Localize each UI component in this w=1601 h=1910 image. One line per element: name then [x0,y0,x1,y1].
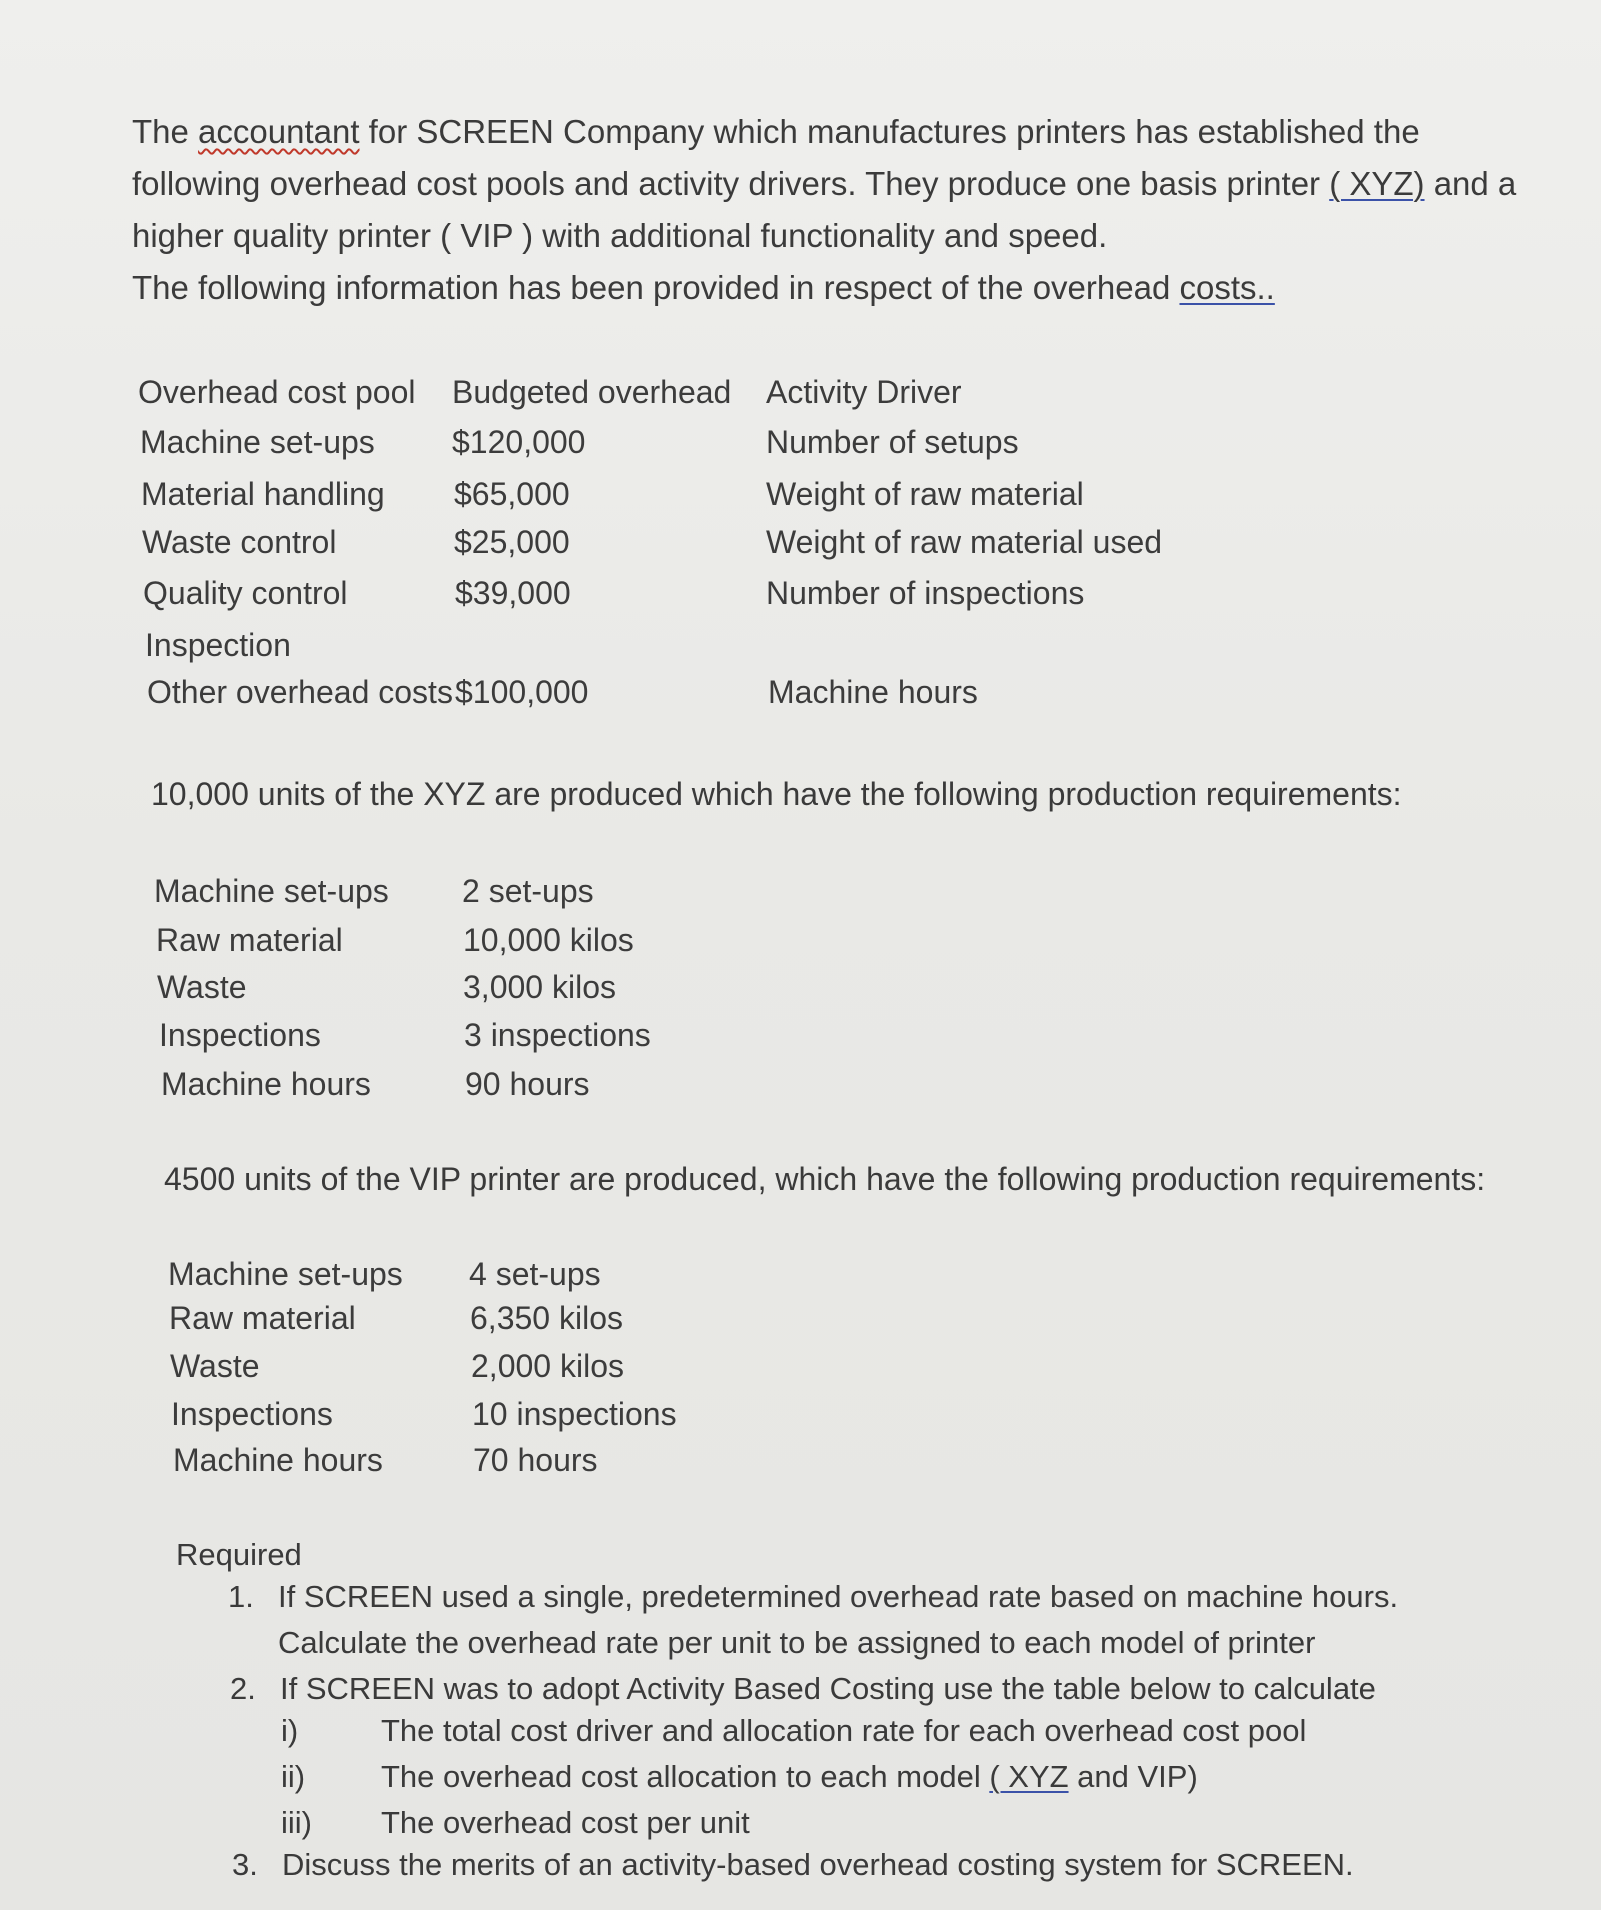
required-title: Required [176,1537,302,1572]
intro-paragraph [132,106,1532,314]
document-page: The accountant for SCREEN Company which manufactures printers has established the following overhead cost pools and activity drivers. They produce one basis printer ( XYZ) and a higher quality printer ( VIP ) with additional functionality and speed. The following information has been provided in respect of the overhead costs.. Overhead cost pool Budgeted overhead Activity Driver Machine set-ups $120,000 Number of setups Material handling $65,000 Weight of raw material Waste control $25,000 Weight of raw material used Quality control $39,000 Number of inspections Inspection Other overhead costs $100,000 Machine hours 10,000 units of the XYZ are produced which have the following production requirements: Machine set-ups 2 set-ups Raw material 10,000 kilos Waste 3,000 kilos Inspections 3 inspections Machine hours 90 hours 4500 units of the VIP printer are produced, which have the following production requirements: Machine set-ups 4 set-ups Raw material 6,350 kilos Waste 2,000 kilos Inspections 10 inspections Machine hours 70 hours Required 1. If SCREEN used a single, predetermined overhead rate based on machine hours. Calculate the overhead rate per unit to be assigned to each model of printer 2. If SCREEN was to adopt Activity Based Costing use the table below to calculate i) The total cost driver and allocation rate for each overhead cost pool ii) The overhead cost allocation to each model ( XYZ and VIP) iii) The overhead cost per unit 3. Discuss the merits of an activity-based overhead costing system for SCREEN. [0,0,1601,1910]
costs-link: costs.. [1179,269,1275,306]
header-budget: Budgeted overhead [452,374,732,410]
required-section: Required 1. If SCREEN used a single, predetermined overhead rate based on machine hours. Calculate the overhead rate per unit to be assigned to each model of printer 2. If SCREEN was to adopt Activity Based Costing use the table below to calculate i) The total cost driver and allocation rate for each overhead cost pool ii) The overhead cost allocation to each model ( XYZ and VIP) iii) The overhead cost per unit 3. Discuss the merits of an activity-based overhead costing system for SCREEN. [176,1532,302,1578]
intro-line-1: The accountant for SCREEN Company which manufactures printers has established the [132,113,1420,150]
header-driver: Activity Driver [766,374,962,410]
intro-line-2: following overhead cost pools and activity drivers. They produce one basis printer ( XYZ) and a [132,165,1517,202]
xyz-heading: 10,000 units of the XYZ are produced which have the following production requirements: [151,776,1402,812]
header-pool: Overhead cost pool [138,374,416,410]
xyz-link: ( XYZ [989,1759,1069,1794]
intro-line-3: higher quality printer ( VIP ) with additional functionality and speed. [132,217,1108,254]
xyz-link: ( XYZ) [1329,165,1425,202]
intro-line-4: The following information has been provided in respect of the overhead costs.. [132,269,1275,306]
vip-heading: 4500 units of the VIP printer are produced, which have the following production requirements: [164,1161,1486,1197]
misspelled-word: accountant [198,113,360,150]
